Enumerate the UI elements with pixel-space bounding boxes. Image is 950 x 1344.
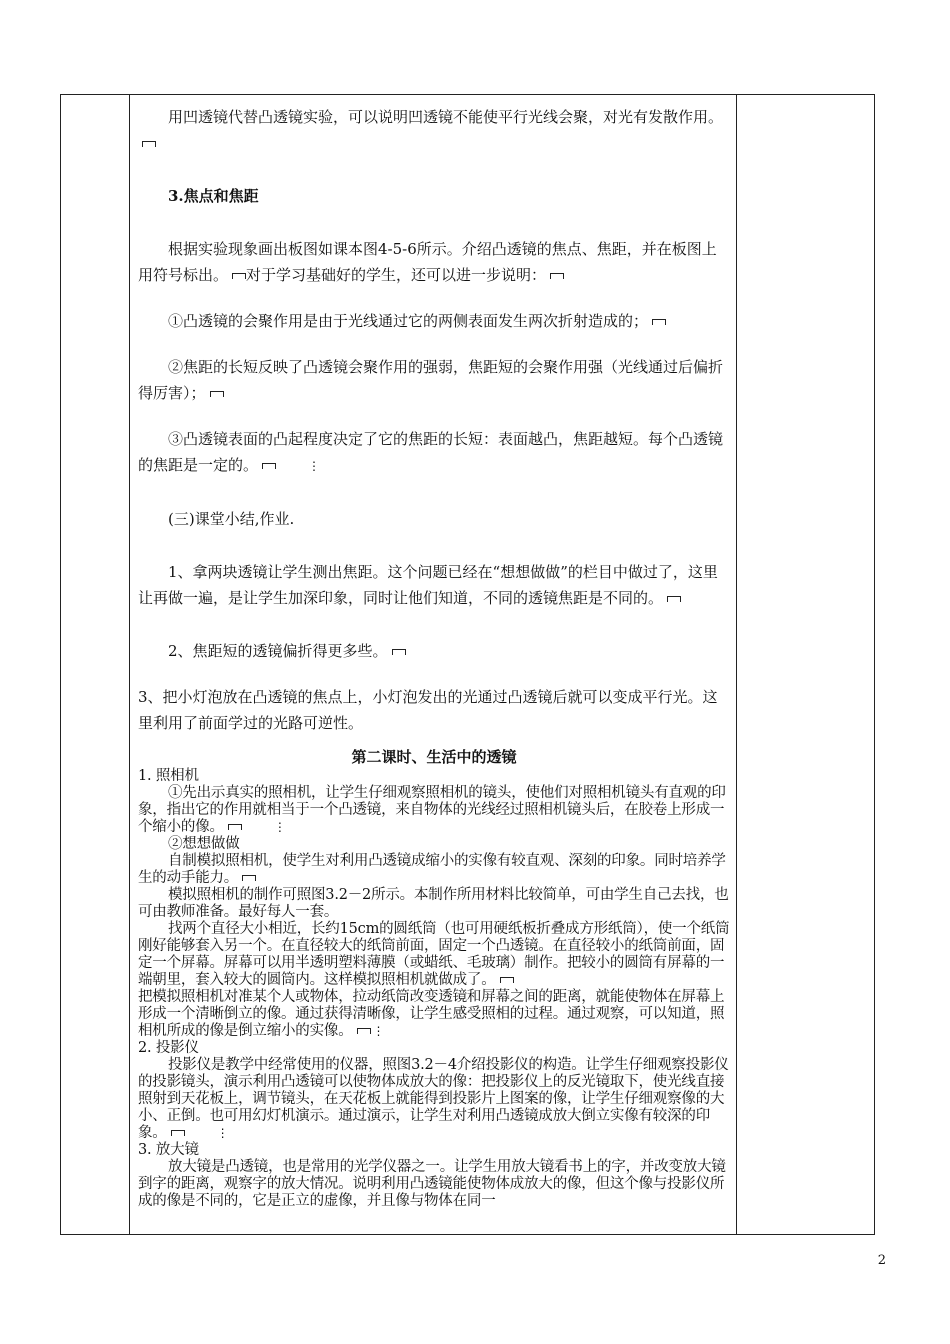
column-divider-right bbox=[736, 95, 737, 1234]
lesson-2-section bbox=[138, 746, 730, 1210]
paragraph-mark-icon bbox=[652, 319, 666, 325]
paragraph-mark-icon bbox=[228, 824, 242, 830]
page-number: 2 bbox=[877, 1253, 886, 1268]
paragraph-text: 投影仪是教学中经常使用的仪器，照图3.2－4介绍投影仪的构造。让学生仔细观察投影仪的投影镜头，演示利用凸透镜可以使物体成放大的像：把投影仪上的反光镜取下，使光线直接照射到天花板上，调节镜头，在天花板上就能得到投影片上图案的像，让学生仔细观察像的大小、正倒。也可用幻灯机演示。通过演示，让学生对利用凸透镜成放大倒立实像有较深的印象。 bbox=[138, 1057, 729, 1141]
paragraph-mark-icon bbox=[171, 1130, 185, 1136]
camera-subheading: ②想想做做 bbox=[168, 836, 240, 852]
paragraph-mark-icon bbox=[210, 391, 224, 397]
paragraph-text: 自制模拟照相机，使学生对利用凸透镜成缩小的实像有较直观、深刻的印象。同时培养学生的动手能力。 bbox=[138, 853, 726, 886]
camera-paragraph-3 bbox=[138, 887, 730, 921]
camera-paragraph-2 bbox=[138, 853, 730, 887]
paragraph-text: 用凹透镜代替凸透镜实验，可以说明凹透镜不能使平行光线会聚，对光有发散作用。 bbox=[168, 108, 724, 126]
dots-icon: ⋮ bbox=[216, 1126, 229, 1140]
point-2 bbox=[138, 354, 730, 406]
heading-focus: 3.焦点和焦距 bbox=[168, 187, 259, 205]
paragraph-mark-icon bbox=[357, 1028, 371, 1034]
dots-icon: ⋮ bbox=[273, 820, 286, 834]
projector-paragraph bbox=[138, 1057, 730, 1142]
paragraph-mark-icon bbox=[232, 273, 246, 279]
magnifier-heading: 3. 放大镜 bbox=[138, 1142, 199, 1158]
point-1 bbox=[138, 308, 730, 334]
point-3 bbox=[138, 426, 730, 479]
camera-paragraph-4 bbox=[138, 921, 730, 989]
paragraph-text: 根据实验现象画出板图如课本图4-5-6所示。介绍凸透镜的焦点、焦距，并在板图上用符号标出。 bbox=[138, 240, 717, 284]
camera-paragraph-1 bbox=[138, 785, 730, 836]
paragraph-text: 把模拟照相机对准某个人或物体，拉动纸筒改变透镜和屏幕之间的距离，就能使物体在屏幕上形成一个清晰倒立的像。通过获得清晰像，让学生感受照相的过程。通过观察，可以知道，照相机所成的像是倒立缩小的实像。 bbox=[138, 989, 725, 1039]
projector-heading: 2. 投影仪 bbox=[138, 1040, 199, 1056]
homework-text: 2、焦距短的透镜偏折得更多些。 bbox=[168, 642, 388, 660]
paragraph-mark-icon bbox=[142, 141, 156, 147]
paragraph-concave-lens bbox=[138, 104, 730, 156]
lesson-2-title: 第二课时、生活中的透镜 bbox=[351, 748, 517, 766]
paragraph-text: 找两个直径大小相近，长约15cm的圆纸筒（也可用硬纸板折叠成方形纸筒），使一个纸筒刚好能够套入另一个。在直径较大的纸筒前面，固定一个凸透镜。在直径较小的纸筒前面，固定一个屏幕。屏幕可以用半透明塑料薄膜（或蜡纸、毛玻璃）制作。把较小的圆筒有屏幕的一端朝里，套入较大的圆筒内。这样模拟照相机就做成了。 bbox=[138, 921, 730, 988]
camera-heading: 1. 照相机 bbox=[138, 768, 199, 784]
paragraph-text: 模拟照相机的制作可照图3.2－2所示。本制作所用材料比较简单，可由学生自己去找，也可由教师准备。最好每人一套。 bbox=[138, 887, 729, 920]
paragraph-board-drawing bbox=[138, 236, 730, 288]
paragraph-mark-icon bbox=[550, 273, 564, 279]
paragraph-mark-icon bbox=[500, 977, 514, 983]
paragraph-text: ①先出示真实的照相机，让学生仔细观察照相机的镜头，使他们对照相机镜头有直观的印象，指出它的作用就相当于一个凸透镜，来自物体的光线经过照相机镜头后，在胶卷上形成一个缩小的像。 bbox=[138, 785, 726, 835]
camera-paragraph-5 bbox=[138, 989, 730, 1040]
point-text: ②焦距的长短反映了凸透镜会聚作用的强弱，焦距短的会聚作用强（光线通过后偏折得厉害）； bbox=[138, 358, 724, 402]
paragraph-mark-icon bbox=[667, 596, 681, 602]
homework-2 bbox=[138, 638, 730, 664]
dots-icon: ⋮ bbox=[372, 1024, 385, 1038]
point-text: ①凸透镜的会聚作用是由于光线通过它的两侧表面发生两次折射造成的； bbox=[168, 312, 649, 330]
paragraph-mark-icon bbox=[262, 463, 276, 469]
column-divider-left bbox=[129, 95, 130, 1234]
homework-text: 1、拿两块透镜让学生测出焦距。这个问题已经在“想想做做”的栏目中做过了，这里让再做一遍，是让学生加深印象，同时让他们知道，不同的透镜焦距是不同的。 bbox=[138, 563, 718, 607]
point-text: ③凸透镜表面的凸起程度决定了它的焦距的长短：表面越凸，焦距越短。每个凸透镜的焦距是一定的。 bbox=[138, 430, 724, 474]
paragraph-mark-icon bbox=[242, 875, 256, 881]
homework-3: 3、把小灯泡放在凸透镜的焦点上，小灯泡发出的光通过凸透镜后就可以变成平行光。这里利用了前面学过的光路可逆性。 bbox=[138, 688, 718, 732]
homework-1 bbox=[138, 559, 730, 611]
dots-icon: ⋮ bbox=[308, 459, 321, 473]
summary-heading: (三)课堂小结,作业. bbox=[168, 510, 295, 528]
paragraph-mark-icon bbox=[392, 649, 406, 655]
paragraph-text: 对于学习基础好的学生，还可以进一步说明： bbox=[246, 266, 547, 284]
magnifier-paragraph: 放大镜是凸透镜，也是常用的光学仪器之一。让学生用放大镜看书上的字，并改变放大镜到字的距离，观察字的放大情况。说明利用凸透镜能使物体成放大的像，但这个像与投影仪所成的像是不同的，它是正立的虚像，并且像与物体在同一 bbox=[138, 1159, 726, 1209]
lesson-content bbox=[138, 104, 730, 1210]
